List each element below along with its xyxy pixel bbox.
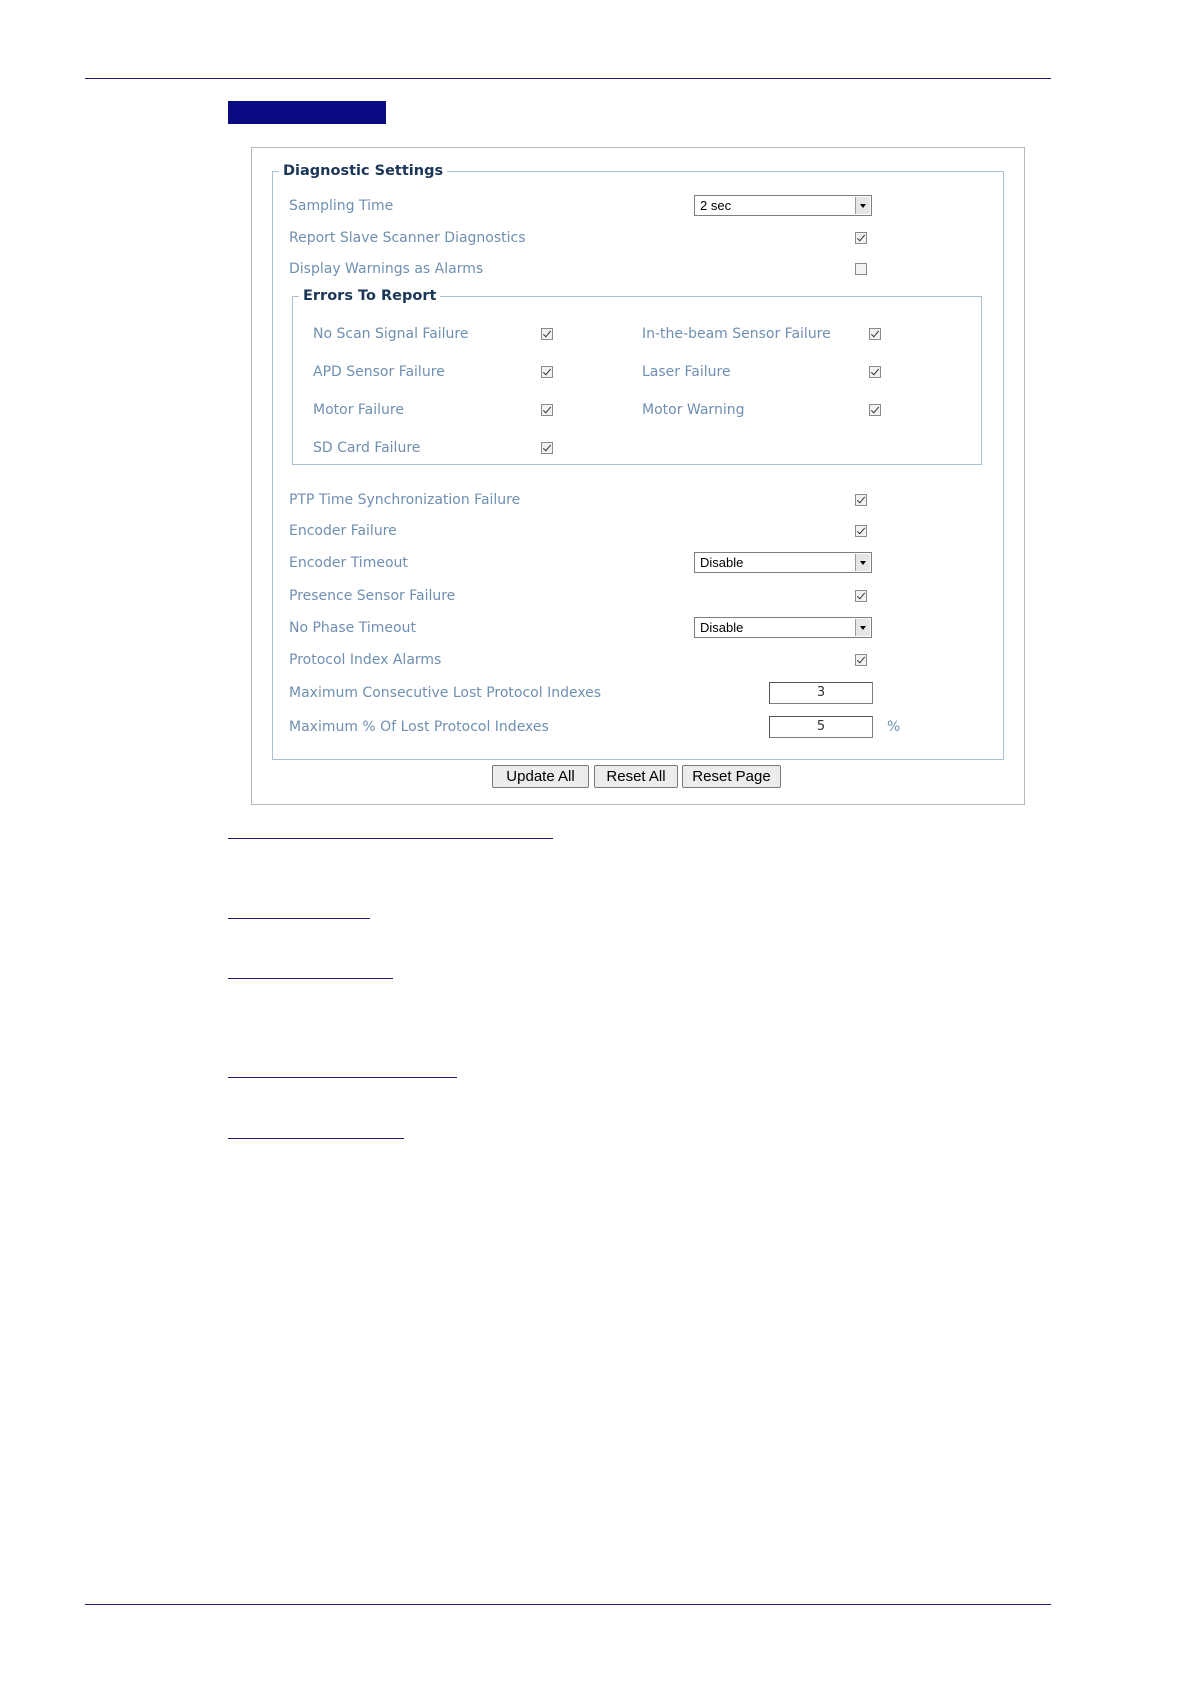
reset-page-button[interactable]: Reset Page [682,765,781,788]
section-heading-bar [228,101,386,124]
error-label-laser: Laser Failure [642,364,731,380]
max-percent-input[interactable]: 5 [769,716,873,738]
error-checkbox-no-scan-signal[interactable] [541,328,553,340]
error-label-motor-failure: Motor Failure [313,402,404,418]
error-label-in-the-beam: In-the-beam Sensor Failure [642,326,831,342]
display-warnings-checkbox[interactable] [855,263,867,275]
sampling-time-value: 2 sec [700,198,732,213]
link-underline-1[interactable] [228,838,553,839]
encoder-timeout-label: Encoder Timeout [289,555,408,571]
error-checkbox-apd-sensor[interactable] [541,366,553,378]
link-underline-2[interactable] [228,918,370,919]
error-checkbox-sd-card[interactable] [541,442,553,454]
sampling-time-select[interactable] [694,195,872,216]
diagnostic-settings-panel [251,147,1025,805]
link-underline-4[interactable] [228,1077,457,1078]
encoder-failure-label: Encoder Failure [289,523,397,539]
reset-all-button[interactable]: Reset All [594,765,678,788]
no-phase-timeout-label: No Phase Timeout [289,620,416,636]
chevron-down-icon[interactable] [855,619,870,636]
sampling-time-label: Sampling Time [289,198,394,214]
error-label-sd-card: SD Card Failure [313,440,421,456]
percent-unit: % [887,719,901,735]
footer-rule [85,1604,1051,1605]
error-checkbox-motor-warning[interactable] [869,404,881,416]
errors-to-report-legend: Errors To Report [303,288,437,304]
presence-sensor-checkbox[interactable] [855,590,867,602]
encoder-timeout-select[interactable] [694,552,872,573]
error-label-motor-warning: Motor Warning [642,402,745,418]
max-consecutive-label: Maximum Consecutive Lost Protocol Indexes [289,685,602,701]
max-percent-label: Maximum % Of Lost Protocol Indexes [289,719,549,735]
max-consecutive-input[interactable]: 3 [769,682,873,704]
protocol-index-alarms-checkbox[interactable] [855,654,867,666]
chevron-down-icon[interactable] [855,554,870,571]
ptp-failure-label: PTP Time Synchronization Failure [289,492,521,508]
error-checkbox-motor-failure[interactable] [541,404,553,416]
diagnostic-settings-legend: Diagnostic Settings [283,163,444,179]
error-label-apd-sensor: APD Sensor Failure [313,364,445,380]
error-label-no-scan-signal: No Scan Signal Failure [313,326,469,342]
header-rule [85,78,1051,79]
error-checkbox-laser[interactable] [869,366,881,378]
no-phase-timeout-select[interactable] [694,617,872,638]
no-phase-timeout-value: Disable [700,620,744,635]
presence-sensor-label: Presence Sensor Failure [289,588,456,604]
report-slave-checkbox[interactable] [855,232,867,244]
update-all-button[interactable]: Update All [492,765,589,788]
report-slave-label: Report Slave Scanner Diagnostics [289,230,526,246]
encoder-failure-checkbox[interactable] [855,525,867,537]
encoder-timeout-value: Disable [700,555,744,570]
link-underline-3[interactable] [228,978,393,979]
ptp-failure-checkbox[interactable] [855,494,867,506]
protocol-index-alarms-label: Protocol Index Alarms [289,652,442,668]
error-checkbox-in-the-beam[interactable] [869,328,881,340]
chevron-down-icon[interactable] [855,197,870,214]
link-underline-5[interactable] [228,1138,404,1139]
display-warnings-label: Display Warnings as Alarms [289,261,484,277]
